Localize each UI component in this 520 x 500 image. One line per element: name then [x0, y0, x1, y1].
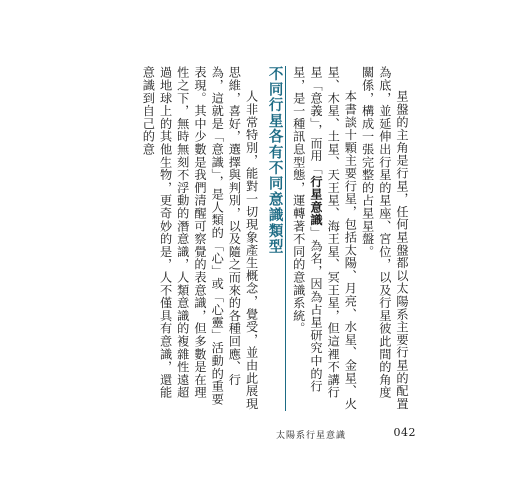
running-title: 太陽系行星意識	[276, 431, 347, 441]
paragraph-planets	[290, 66, 359, 411]
vertical-text-block	[140, 66, 410, 411]
paragraph-intro: 星盤的主角是行星，任何星盤都以太陽系主要行星的配置為底，並延伸出行星的星座、宮位，以及行星彼此間的角度關係，構成一張完整的占星星盤。	[360, 66, 409, 411]
page-footer	[276, 426, 416, 442]
term-planet-consciousness: 行星意識	[308, 175, 323, 227]
page-number: 042	[393, 426, 416, 439]
paragraph-planets-before: 本書談十顆主要行星，包括太陽、月亮、水星、金星、火星、木星、土星、天王星、海王星、冥王星，但這裡不講行星「意義」，而用「	[308, 66, 358, 411]
paragraph-consciousness: 人非常特別，能對一切現象產生概念，覺受，並由此展現思維，喜好，選擇與判別，以及隨之而來的各種回應、行為，這就是「意識」，是人類的「心」或「心靈」活動的重要表現。其中少數是我們清醒可察覺的表意識，但多數是在理性之下，無時無刻不浮動的潛意識，人類意識的複雜性遠超過地球上的其他生物，更奇妙的是，人不僅具有意識，還能意識到自己的意	[141, 66, 259, 411]
section-heading: 不同行星各有不同意識類型	[266, 66, 286, 411]
paragraph-planets-after: 」為名，因為占星研究中的行星，是一種訊息型態，運轉著不同的意識系統。	[291, 66, 323, 393]
